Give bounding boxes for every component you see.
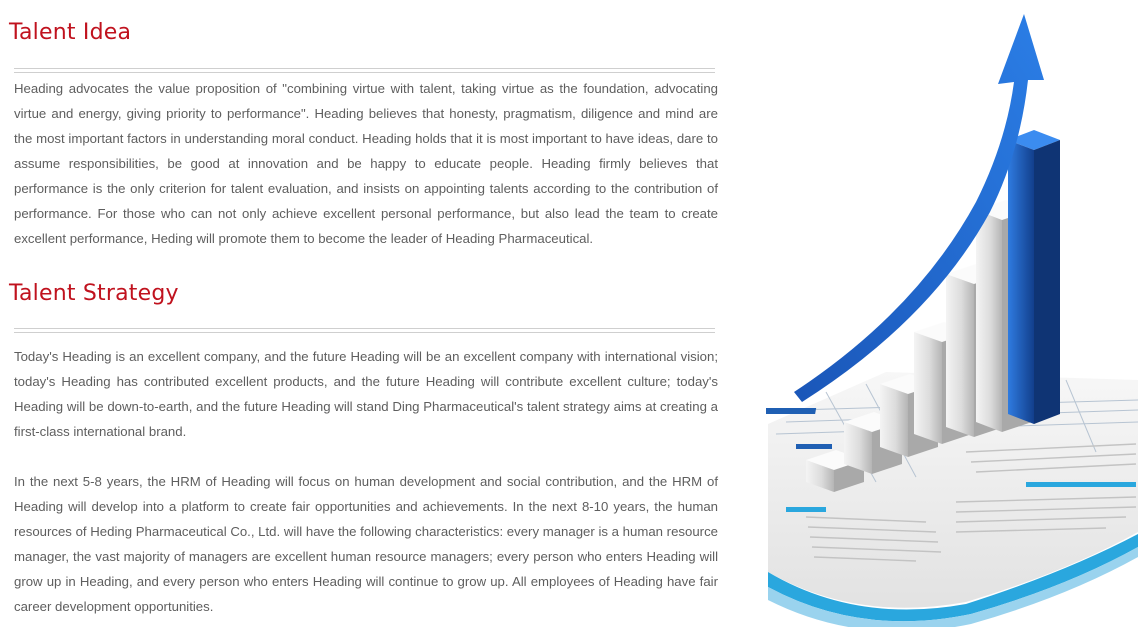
talent-idea-heading: Talent Idea (9, 20, 132, 45)
growth-chart-illustration (766, 12, 1138, 627)
talent-strategy-paragraph-2: In the next 5-8 years, the HRM of Heading will focus on human development and social contribution, and the HRM of Heading will develop into a platform to create fair opportunities and achievements. In the next 8-10 years, the human resources of Heding Pharmaceutical Co., Ltd. will have the following characteristics: every manager is a human resource manager, the vast majority of managers are excellent human resource managers; every person who enters Heading will grow up in Heading, and every person who enters Heading will continue to grow up. All employees of Heading have fair career development opportunities. (14, 474, 718, 614)
talent-strategy-heading: Talent Strategy (9, 281, 179, 306)
talent-strategy-divider (14, 328, 715, 333)
talent-idea-divider (14, 68, 715, 73)
talent-idea-paragraph: Heading advocates the value proposition of "combining virtue with talent, taking virtue as the foundation, advocating virtue and energy, giving priority to performance". Heading believes that honesty, pragmatism, diligence and mind are the most important factors in understanding moral conduct. Heading holds that it is most important to have ideas, dare to assume responsibilities, be good at innovation and be happy to educate people. Heading firmly believes that performance is the only criterion for talent evaluation, and insists on appointing talents according to the contribution of performance. For those who can not only achieve excellent personal performance, but also lead the team to create excellent performance, Heding will promote them to become the leader of Heading Pharmaceutical. (14, 81, 718, 246)
talent-strategy-paragraph-1: Today's Heading is an excellent company, and the future Heading will be an excellent company with international vision; today's Heading has contributed excellent products, and the future Heading will contribute excellent culture; today's Heading will be down-to-earth, and the future Heading will stand Ding Pharmaceutical's talent strategy aims at creating a first-class international brand. (14, 349, 718, 439)
